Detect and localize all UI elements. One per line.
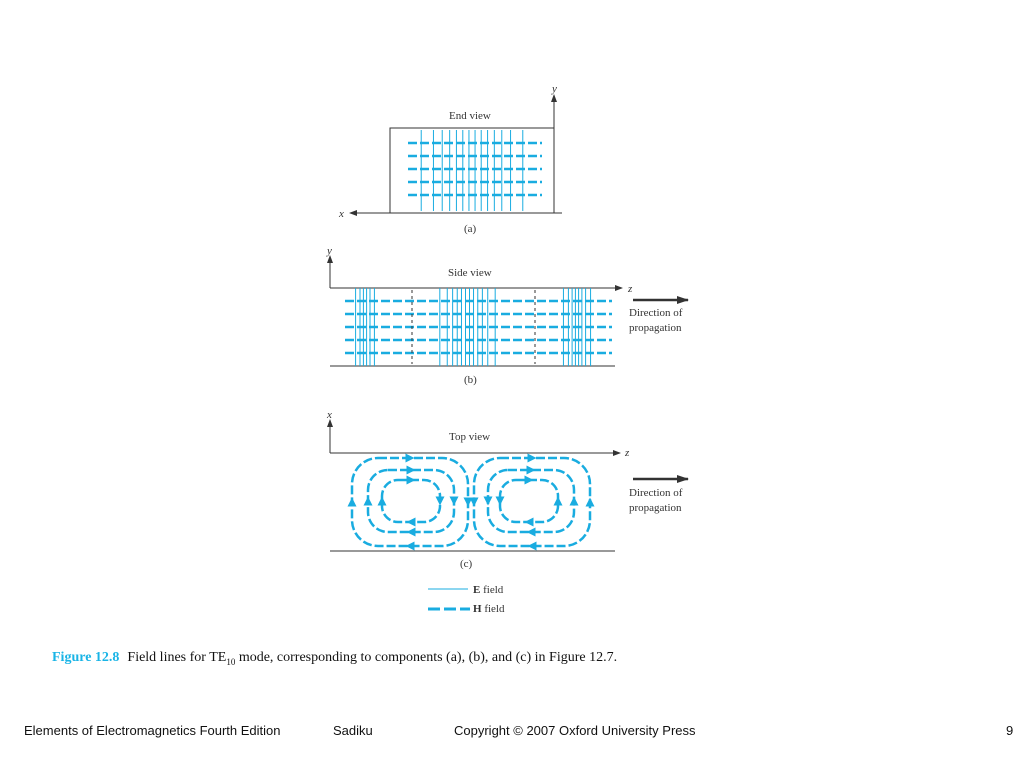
y-axis-label: y xyxy=(552,83,557,95)
figure-number: Figure 12.8 xyxy=(52,650,120,665)
direction-arrowhead xyxy=(527,466,536,475)
direction-arrowhead xyxy=(496,497,505,506)
direction-arrowhead xyxy=(528,542,537,551)
footer-book-title: Elements of Electromagnetics Fourth Edition xyxy=(24,723,281,738)
footer-copyright: Copyright © 2007 Oxford University Press xyxy=(454,723,696,738)
direction-line-1: Direction of xyxy=(629,307,683,319)
direction-arrowhead xyxy=(407,528,416,537)
y-axis-label: y xyxy=(327,245,332,257)
figure-caption xyxy=(52,650,617,667)
panel-b-side-view xyxy=(326,245,688,386)
direction-arrowhead xyxy=(527,528,536,537)
direction-arrowhead xyxy=(407,466,416,475)
direction-arrowhead xyxy=(364,497,373,506)
direction-arrowhead xyxy=(586,498,595,507)
legend-e-label: E field xyxy=(473,584,504,596)
slide-footer xyxy=(0,720,1024,744)
panel-title: Side view xyxy=(448,267,492,279)
direction-arrowhead xyxy=(528,454,537,463)
direction-arrowhead xyxy=(407,518,416,527)
direction-arrowhead xyxy=(436,497,445,506)
panel-c-top-view xyxy=(326,409,688,570)
h-field-loops-top xyxy=(348,454,595,551)
direction-line-2: propagation xyxy=(629,322,682,334)
footer-author: Sadiku xyxy=(333,723,373,738)
direction-arrowhead xyxy=(554,497,563,506)
footer-page-number: 9 xyxy=(1006,723,1014,738)
panel-label: (b) xyxy=(464,374,477,386)
legend-h-label: H field xyxy=(473,603,505,615)
panel-a-end-view xyxy=(338,83,562,235)
direction-arrowhead xyxy=(407,476,416,485)
panel-label: (c) xyxy=(460,558,473,570)
caption-subscript: 10 xyxy=(226,656,236,667)
direction-arrowhead xyxy=(570,497,579,506)
direction-arrowhead xyxy=(525,518,534,527)
direction-arrowhead xyxy=(406,542,415,551)
direction-arrowhead xyxy=(378,497,387,506)
panel-title: Top view xyxy=(449,431,491,443)
direction-arrowhead xyxy=(406,454,415,463)
direction-arrowhead xyxy=(484,497,493,506)
panel-label: (a) xyxy=(464,223,477,235)
direction-arrowhead xyxy=(470,498,479,507)
panel-title: End view xyxy=(449,110,491,122)
caption-text-after: mode, corresponding to components (a), (b), and (c) in Figure 12.7. xyxy=(235,650,618,665)
direction-arrowhead xyxy=(525,476,534,485)
z-axis-label: z xyxy=(625,447,630,459)
x-axis-label: x xyxy=(327,409,332,421)
direction-arrowhead xyxy=(348,498,357,507)
h-field-loop xyxy=(382,480,440,522)
waveguide-end-outline xyxy=(390,128,554,213)
z-axis-label: z xyxy=(628,283,633,295)
legend xyxy=(428,584,505,615)
direction-arrowhead xyxy=(450,497,459,506)
direction-line-1: Direction of xyxy=(629,487,683,499)
h-field-loop xyxy=(500,480,558,522)
caption-text-before: Field lines for TE xyxy=(127,650,227,665)
x-axis-label: x xyxy=(339,208,344,220)
direction-line-2: propagation xyxy=(629,502,682,514)
